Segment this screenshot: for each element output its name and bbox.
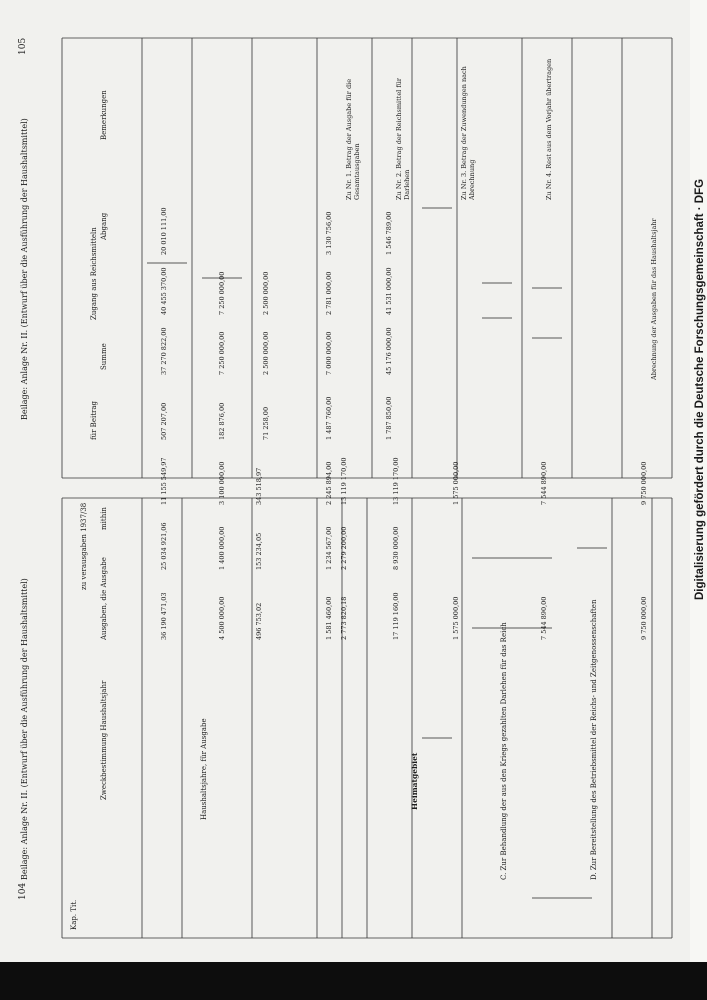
right-row-4-v2: 7 000 000,00 xyxy=(325,331,333,375)
left-row-5-v1: 2 773 820,18 xyxy=(340,596,348,640)
left-row-8-v1: 7 544 890,00 xyxy=(540,596,548,640)
left-col-2-header: Zweckbestimmung Haushaltsjahr xyxy=(100,680,108,800)
left-row-7-v1: 1 575 000,00 xyxy=(452,596,460,640)
left-row-1-v3: 11 155 549,97 xyxy=(160,457,168,505)
left-row-4-v2: 1 234 567,00 xyxy=(325,526,333,570)
right-col-7-header: für Beitrag xyxy=(90,400,98,440)
right-row-5-v3: 41 531 000,00 xyxy=(385,267,393,315)
left-col-3-header: Ausgaben, die Ausgabe xyxy=(100,557,108,640)
right-row-5-v1: 1 787 850,00 xyxy=(385,396,393,440)
left-section-2: Heimatgebiet xyxy=(410,752,419,810)
right-remark-2: Zu Nr. 2. Betrag der Reichsmittel für Darlehen xyxy=(395,77,411,200)
right-col-9-header: Zugang aus Reichsmitteln xyxy=(90,227,98,320)
left-row-1-v1: 36 190 471,03 xyxy=(160,592,168,640)
right-remark-1: Zu Nr. 1. Betrag der Ausgabe für die Gesamtausgaben xyxy=(345,78,361,200)
right-row-2-v1: 182 876,00 xyxy=(218,402,226,440)
left-row-7-v3: 1 575 000,00 xyxy=(452,461,460,505)
right-row-3-v2: 2 500 000,00 xyxy=(262,331,270,375)
left-section-1: Haushaltsjahre, für Ausgabe xyxy=(200,718,208,820)
right-footnote: Abrechnung der Ausgaben für das Haushaltsjahr xyxy=(650,218,658,380)
right-row-4-v4: 3 130 756,00 xyxy=(325,211,333,255)
left-row-6-v1: 17 119 160,00 xyxy=(392,592,400,640)
right-col-8-header: Summe xyxy=(100,343,108,370)
right-row-2-v2: 7 250 000,00 xyxy=(218,331,226,375)
left-section-3: C. Zur Behandlung der aus den Kriegs gezahlten Darlehen für das Reich xyxy=(500,622,508,880)
right-remark-3: Zu Nr. 3. Betrag der Zuwendungen nach Abrechnung xyxy=(460,66,476,200)
left-row-4-v3: 2 245 894,00 xyxy=(325,461,333,505)
left-row-5-v2: 2 279 200,00 xyxy=(340,526,348,570)
right-page-running-head: Beilage: Anlage Nr. II. (Entwurf über die Ausführung der Haushaltsmittel) xyxy=(20,118,29,420)
right-row-3-v3: 2 500 000,00 xyxy=(262,271,270,315)
left-row-3-v1: 496 753,02 xyxy=(255,602,263,640)
left-row-3-v3: 343 518,97 xyxy=(255,467,263,505)
left-col-5-header: zu verausgaben 1937/38 xyxy=(80,502,88,590)
right-row-2-v3: 7 250 000,00 xyxy=(218,271,226,315)
right-page-number: 105 xyxy=(18,37,28,55)
left-row-8-v3: 7 544 890,00 xyxy=(540,461,548,505)
right-row-3-v1: 71 258,00 xyxy=(262,406,270,440)
left-row-6-v3: 13 119 170,00 xyxy=(392,457,400,505)
right-row-1-v3: 40 455 370,00 xyxy=(160,267,168,315)
watermark-text: Digitalisierung gefördert durch die Deutsche Forschungsgemeinschaft · DFG xyxy=(694,178,706,600)
right-remark-4: Zu Nr. 4. Rest aus dem Vorjahr übertragen xyxy=(545,58,553,200)
right-row-1-v1: 507 207,00 xyxy=(160,402,168,440)
left-row-5-v3: 13 119 170,00 xyxy=(340,457,348,505)
left-row-4-v1: 1 581 460,00 xyxy=(325,596,333,640)
right-row-5-v4: 1 546 789,00 xyxy=(385,211,393,255)
left-section-4: D. Zur Bereitstellung des Betriebsmittel der Reichs- und Zeitgenossenschaften xyxy=(590,599,598,880)
left-page-number: 104 xyxy=(18,882,28,900)
left-row-2-v2: 1 400 000,00 xyxy=(218,526,226,570)
left-page-running-head: Beilage: Anlage Nr. II. (Entwurf über die Ausführung der Haushaltsmittel) xyxy=(20,578,29,880)
right-col-10-header: Abgang xyxy=(100,212,108,240)
left-row-2-v1: 4 500 000,00 xyxy=(218,596,226,640)
right-row-1-v2: 37 270 822,00 xyxy=(160,327,168,375)
left-col-1-header: Kap. Tit. xyxy=(70,899,78,930)
left-row-6-v2: 8 930 000,00 xyxy=(392,526,400,570)
scan-bottom-edge xyxy=(0,962,707,1000)
right-row-5-v2: 45 176 000,00 xyxy=(385,327,393,375)
right-row-4-v3: 2 781 000,00 xyxy=(325,271,333,315)
right-row-4-v1: 1 487 760,00 xyxy=(325,396,333,440)
right-row-1-v4: 20 010 111,00 xyxy=(160,207,168,255)
dfg-watermark xyxy=(693,10,707,995)
left-row-9-v3: 9 750 000,00 xyxy=(640,461,648,505)
right-col-11-header: Bemerkungen xyxy=(100,90,108,140)
left-row-1-v2: 25 034 921,06 xyxy=(160,522,168,570)
left-row-9-v1: 9 750 000,00 xyxy=(640,596,648,640)
left-col-6-header: mithin xyxy=(100,507,108,530)
left-row-3-v2: 153 234,05 xyxy=(255,532,263,570)
left-row-2-v3: 3 100 000,00 xyxy=(218,461,226,505)
